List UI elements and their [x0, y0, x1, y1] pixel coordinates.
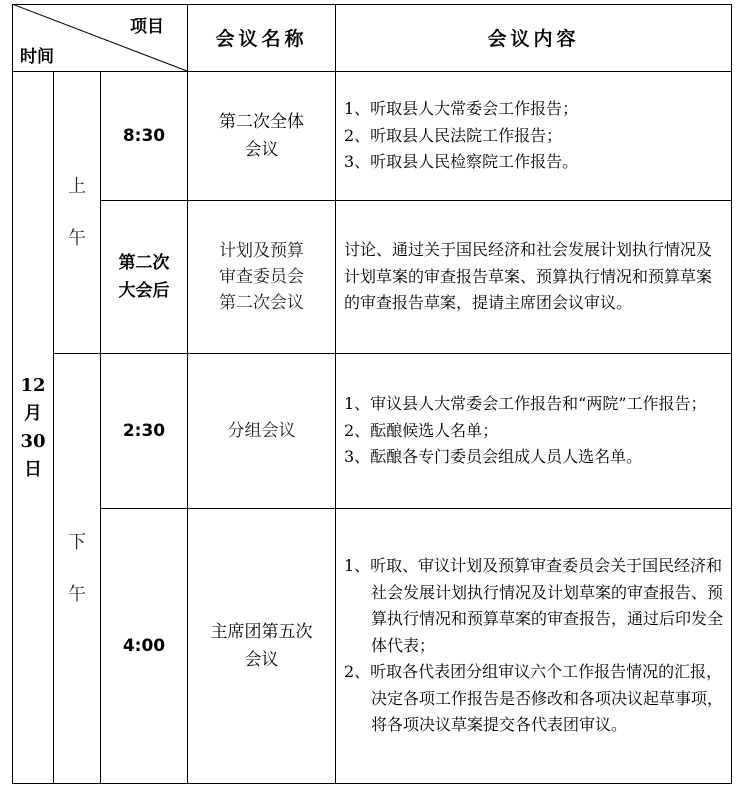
row-time: 8:30	[122, 126, 166, 146]
date-part: 月	[24, 402, 42, 424]
period-afternoon	[54, 354, 100, 783]
column-divider	[335, 4, 336, 784]
name-line: 分组会议	[227, 421, 296, 441]
row-meeting-content	[344, 509, 724, 783]
row-meeting-name	[188, 354, 335, 508]
header-item-label: 项目	[130, 17, 164, 37]
content-item: 2、听取县人民法院工作报告；	[344, 125, 563, 145]
period-char: 午	[68, 583, 86, 605]
header-time-label: 时间	[20, 47, 54, 67]
schedule-table	[12, 4, 732, 784]
table-border-right	[731, 4, 732, 784]
period-char: 午	[68, 227, 86, 249]
date-part: 30	[20, 430, 46, 452]
content-item: 1、听取、审议计划及预算审查委员会关于国民经济和社会发展计划执行情况及计划草案的审查报告、预算执行情况和预算草案的审查报告，通过后印发全体代表；	[344, 556, 724, 655]
content-item: 3、酝酿各专门委员会组成人员人选名单。	[344, 447, 643, 467]
name-line: 会议	[244, 650, 279, 670]
time-line: 大会后	[118, 281, 170, 301]
row-time: 4:00	[122, 636, 166, 656]
time-line: 第二次	[118, 253, 170, 273]
name-line: 第二次会议	[219, 293, 304, 313]
name-line: 审查委员会	[219, 267, 304, 287]
name-line: 计划及预算	[219, 241, 304, 261]
row-meeting-content	[344, 72, 724, 200]
period-char: 下	[68, 531, 86, 553]
row-meeting-name	[188, 509, 335, 783]
row-meeting-content	[344, 201, 724, 353]
name-line: 第二次全体	[219, 112, 304, 132]
content-item: 2、听取各代表团分组审议六个工作报告情况的汇报，决定各项工作报告是否修改和各项决议起草事项，将各项决议草案提交各代表团审议。	[344, 662, 724, 735]
name-line: 主席团第五次	[210, 622, 313, 642]
date-part: 12	[20, 374, 46, 396]
name-line: 会议	[244, 140, 279, 160]
period-morning	[54, 72, 100, 353]
date-part: 日	[24, 458, 42, 480]
content-item: 1、听取县人大常委会工作报告；	[344, 99, 579, 119]
period-char: 上	[68, 175, 86, 197]
row-meeting-name	[188, 72, 335, 200]
row-meeting-content	[344, 354, 724, 508]
header-meeting-content: 会议内容	[487, 28, 580, 50]
row-time	[101, 201, 187, 353]
date-cell	[13, 72, 53, 783]
content-item: 1、审议县人大常委会工作报告和“两院”工作报告；	[344, 394, 707, 414]
header-meeting-name: 会议名称	[215, 28, 308, 50]
content-item: 2、酝酿候选人名单；	[344, 420, 499, 440]
content-text: 讨论、通过关于国民经济和社会发展计划执行情况及计划草案的审查报告草案、预算执行情况和预算草案的审查报告草案，提请主席团会议审议。	[344, 240, 713, 313]
row-meeting-name	[188, 201, 335, 353]
row-time: 2:30	[122, 421, 166, 441]
table-border-bottom	[12, 783, 732, 784]
content-item: 3、听取县人民检察院工作报告。	[344, 152, 579, 172]
